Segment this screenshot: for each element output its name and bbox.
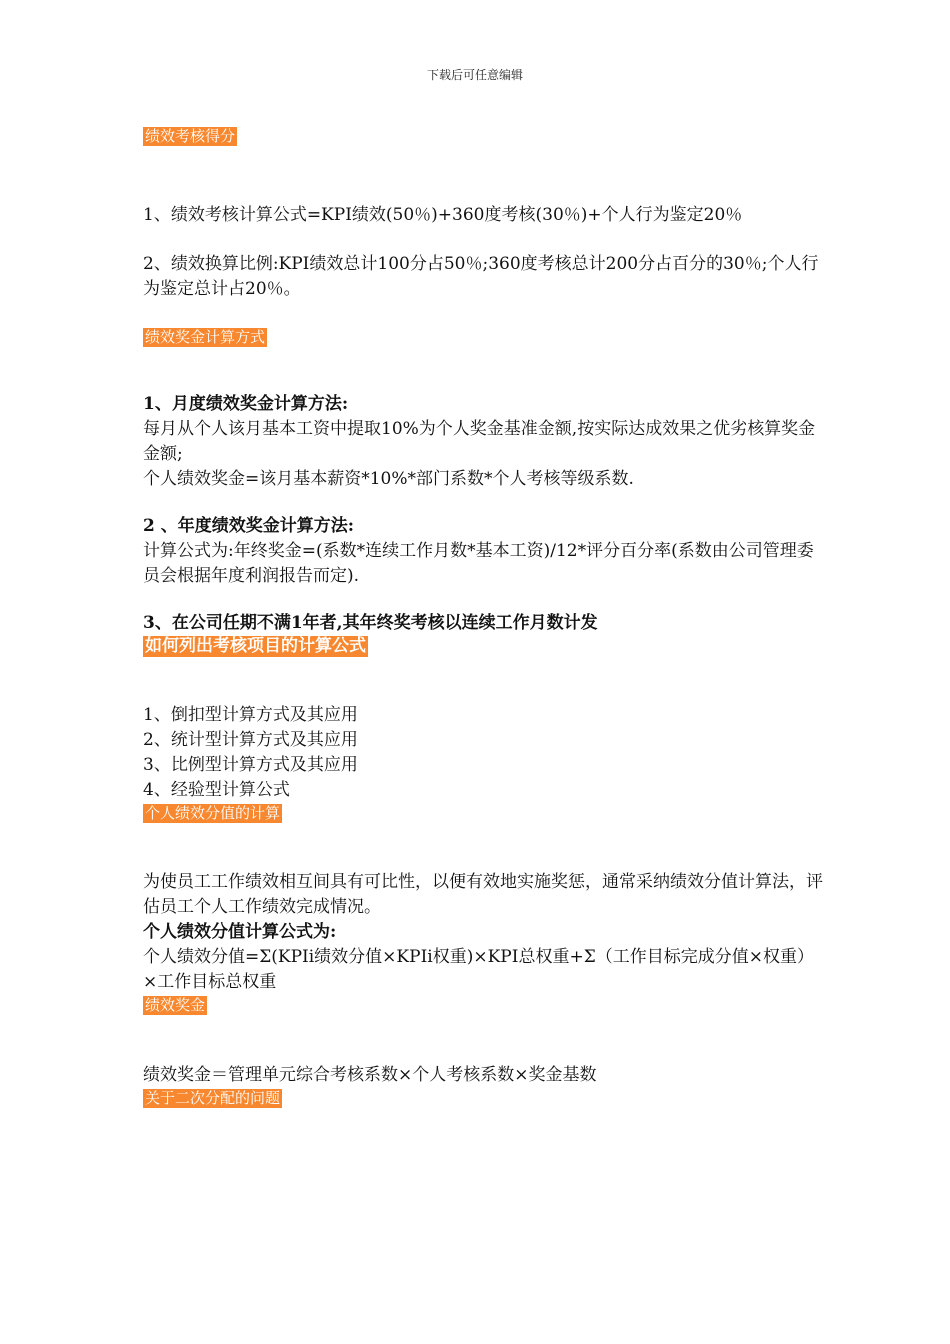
annual-bonus-title: 2 、年度绩效奖金计算方法: — [143, 516, 355, 536]
individual-score-formula-title: 个人绩效分值计算公式为: — [143, 922, 337, 942]
performance-bonus-formula: 绩效奖金＝管理单元综合考核系数×个人考核系数×奖金基数 — [143, 1065, 597, 1085]
page-header: 下载后可任意编辑 — [426, 68, 523, 82]
section-heading-score: 绩效考核得分 — [145, 127, 236, 145]
individual-score-intro: 为使员工工作绩效相互间具有可比性，以便有效地实施奖惩，通常采纳绩效分值计算法，评估员工个人工作绩效完成情况。 — [143, 872, 823, 917]
monthly-bonus-desc: 每月从个人该月基本工资中提取10%为个人奖金基准金额,按实际达成效果之优劣核算奖金金额; — [143, 419, 816, 464]
list-item: 2、统计型计算方式及其应用 — [143, 730, 358, 750]
monthly-bonus-title: 1、月度绩效奖金计算方法: — [143, 394, 349, 414]
section-heading-performance-bonus: 绩效奖金 — [145, 996, 206, 1014]
section-heading-bonus-method: 绩效奖金计算方式 — [145, 328, 266, 346]
monthly-bonus-formula: 个人绩效奖金=该月基本薪资*10%*部门系数*个人考核等级系数. — [143, 469, 634, 489]
tenure-note: 3、在公司任期不满1年者,其年终奖考核以连续工作月数计发 — [143, 613, 598, 633]
section-heading-item-formula: 如何列出考核项目的计算公式 — [145, 636, 366, 656]
document-body — [143, 126, 823, 1108]
section-heading-individual-score: 个人绩效分值的计算 — [145, 804, 281, 822]
list-item: 3、比例型计算方式及其应用 — [143, 755, 358, 775]
section-heading-secondary-distribution: 关于二次分配的问题 — [145, 1089, 281, 1107]
score-formula: 1、绩效考核计算公式=KPI绩效(50％)+360度考核(30％)+个人行为鉴定20％ — [143, 205, 743, 225]
score-ratio: 2、绩效换算比例:KPI绩效总计100分占50％;360度考核总计200分占百分的30％;个人行为鉴定总计占20％。 — [143, 254, 819, 299]
individual-score-formula: 个人绩效分值=Σ(KPIi绩效分值×KPIi权重)×KPI总权重+Σ（工作目标完成分值×权重）×工作目标总权重 — [143, 947, 814, 992]
list-item: 4、经验型计算公式 — [143, 780, 290, 800]
list-item: 1、倒扣型计算方式及其应用 — [143, 705, 358, 725]
annual-bonus-formula: 计算公式为:年终奖金=(系数*连续工作月数*基本工资)/12*评分百分率(系数由公司管理委员会根据年度利润报告而定). — [143, 541, 814, 586]
